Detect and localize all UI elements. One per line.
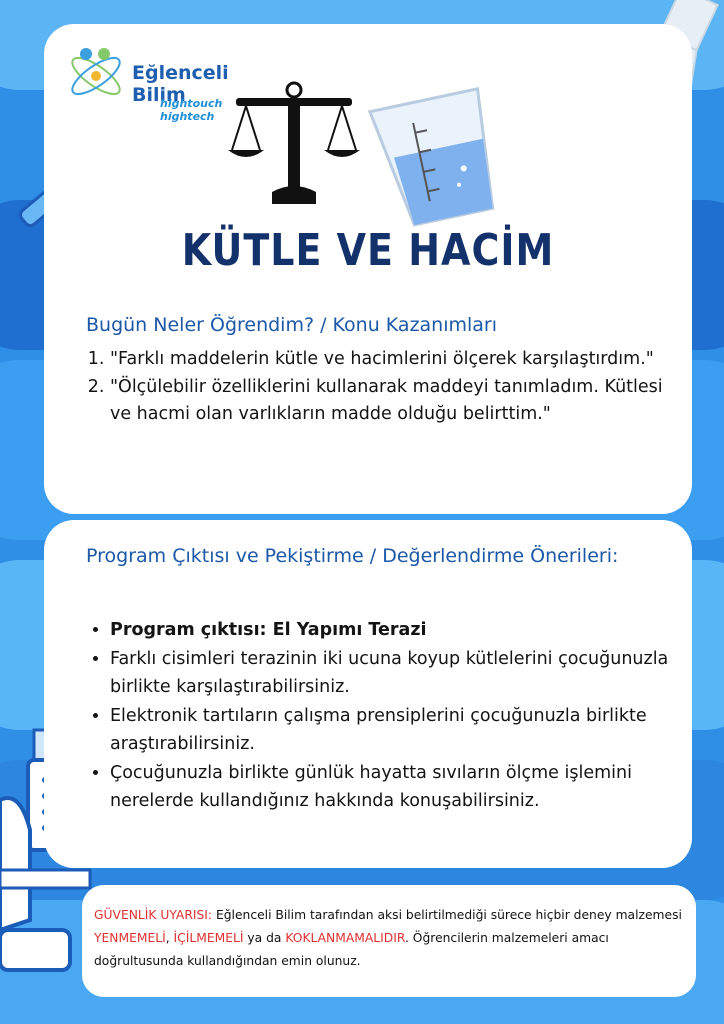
warning-text: . Öğrencilerin malzemeleri amacı doğrultusunda kullandığından emin olunuz. (94, 931, 609, 968)
safety-warning-card (82, 885, 696, 997)
learning-heading: Bugün Neler Öğrendim? / Konu Kazanımları (86, 314, 498, 336)
logo-name: Eğlenceli Bilim (132, 62, 229, 106)
safety-warning (94, 904, 690, 973)
warning-word: YENMEMELİ (94, 931, 166, 945)
list-item: 1. "Farklı maddelerin kütle ve hacimlerini ölçerek karşılaştırdım." (110, 346, 680, 374)
list-item: • Program çıktısı: El Yapımı Terazi (110, 616, 700, 645)
logo-tagline: hightouch hightech (160, 97, 223, 123)
program-card (44, 520, 692, 868)
warning-word: İÇİLMEMELİ (173, 931, 244, 945)
atom-icon (64, 42, 128, 106)
warning-word: KOKLANMAMALIDIR (285, 931, 405, 945)
learning-list (84, 346, 680, 429)
list-item: • Çocuğunuzla birlikte günlük hayatta sıvıların ölçme işlemini nerelerde kullandığınız hakkında konuşabilirsiniz. (110, 759, 700, 816)
program-heading: Program Çıktısı ve Pekiştirme / Değerlendirme Önerileri: (86, 545, 619, 567)
warning-text: , (165, 931, 174, 945)
warning-text: ya da (243, 931, 286, 945)
program-list (84, 616, 700, 816)
learning-card (44, 24, 692, 514)
list-item: • Elektronik tartıların çalışma prensiplerini çocuğunuzla birlikte araştırabilirsiniz. (110, 702, 700, 759)
list-item: 2. "Ölçülebilir özelliklerini kullanarak maddeyi tanımladım. Kütlesi ve hacmi olan varlıkların madde olduğu belirttim." (110, 374, 680, 429)
warning-label: GÜVENLİK UYARISI: (94, 908, 213, 922)
balance-scale-icon (228, 80, 360, 210)
list-item: • Farklı cisimleri terazinin iki ucuna koyup kütlelerini çocuğunuzla birlikte karşılaştırabilirsiniz. (110, 645, 700, 702)
warning-text: Eğlenceli Bilim tarafından aksi belirtilmediği sürece hiçbir deney malzemesi (212, 908, 682, 922)
page-title: KÜTLE VE HACİM (181, 224, 555, 276)
beaker-icon (360, 78, 520, 228)
